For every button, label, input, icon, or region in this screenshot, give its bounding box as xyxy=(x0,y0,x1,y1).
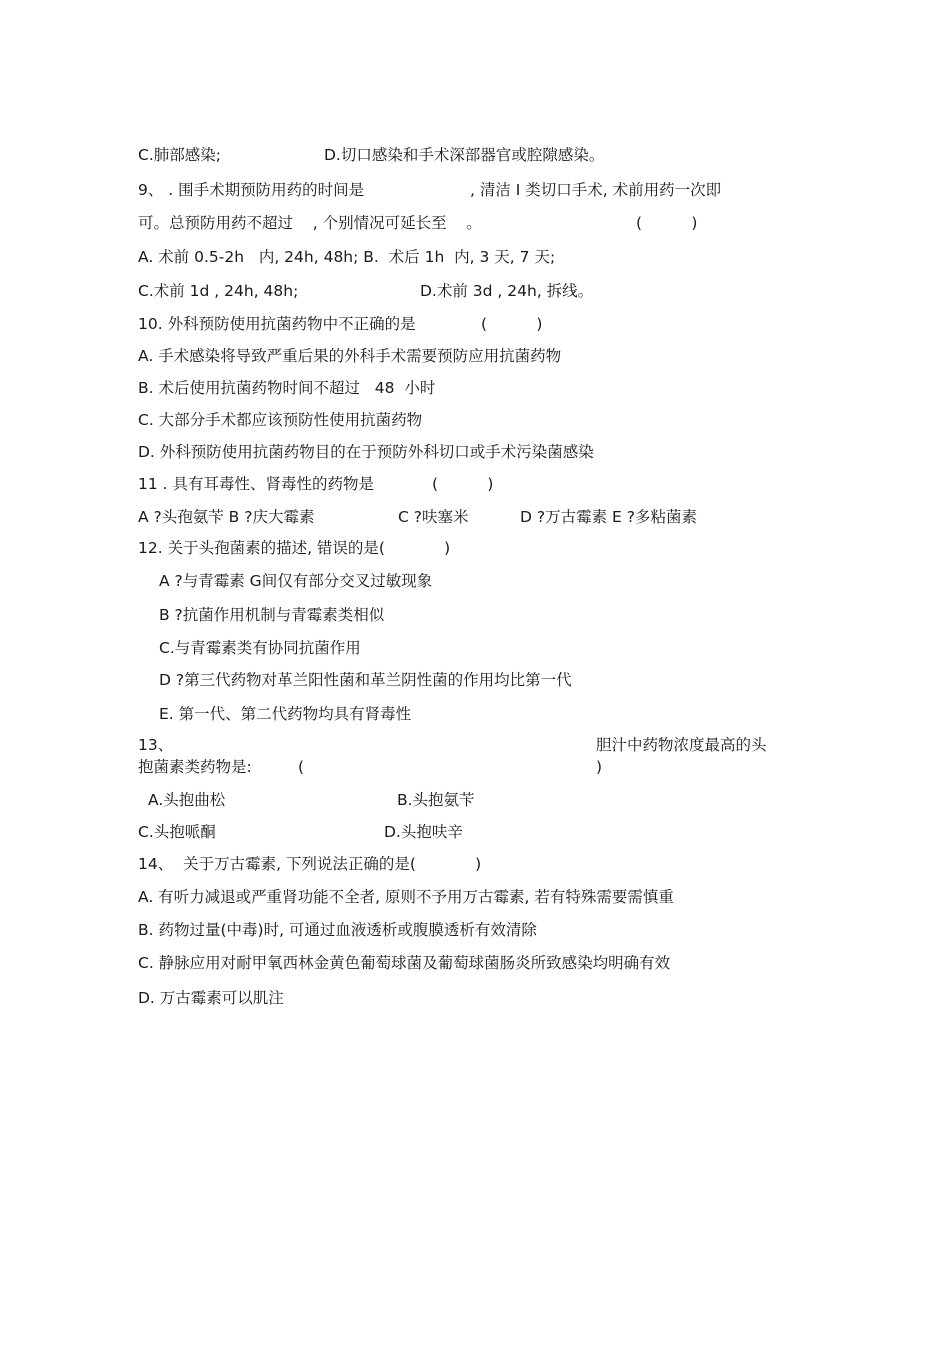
q13-option-b: B.头抱氨苄 xyxy=(397,791,475,809)
q11-option-c: C ?呋塞米 xyxy=(398,508,469,526)
q14-option-a: A. 有听力减退或严重肾功能不全者, 原则不予用万古霉素, 若有特殊需要需慎重 xyxy=(138,888,674,906)
q11-options-ab: A ?头孢氨苄 B ?庆大霉素 xyxy=(138,508,315,526)
q10-stem: 10. 外科预防使用抗菌药物中不正确的是 xyxy=(138,315,416,333)
q13-stem-right: 胆汁中药物浓度最高的头 xyxy=(596,736,767,754)
q10-option-c: C. 大部分手术都应该预防性使用抗菌药物 xyxy=(138,411,423,429)
q10-answer-paren: ( ) xyxy=(481,315,543,333)
q8-option-c: C.肺部感染; xyxy=(138,146,221,164)
q14-option-d: D. 万古霉素可以肌注 xyxy=(138,989,284,1007)
q10-option-b: B. 术后使用抗菌药物时间不超过 48 小时 xyxy=(138,379,436,397)
q13-option-d: D.头抱呋辛 xyxy=(384,823,463,841)
q14-option-c: C. 静脉应用对耐甲氧西林金黄色葡萄球菌及葡萄球菌肠炎所致感染均明确有效 xyxy=(138,954,671,972)
q12-option-a: A ?与青霉素 G间仅有部分交叉过敏现象 xyxy=(159,572,433,590)
q9-stem-cont: , 清洁 Ⅰ 类切口手术, 术前用药一次即 xyxy=(470,181,722,199)
q10-option-a: A. 手术感染将导致严重后果的外科手术需要预防应用抗菌药物 xyxy=(138,347,562,365)
q13-option-c: C.头抱哌酮 xyxy=(138,823,216,841)
q11-options-de: D ?万古霉素 E ?多粘菌素 xyxy=(520,508,697,526)
q12-option-e: E. 第一代、第二代药物均具有肾毒性 xyxy=(159,705,412,723)
q10-option-d: D. 外科预防使用抗菌药物目的在于预防外科切口或手术污染菌感染 xyxy=(138,443,594,461)
q12-stem: 12. 关于头孢菌素的描述, 错误的是( ) xyxy=(138,539,451,557)
q8-option-d: D.切口感染和手术深部器官或腔隙感染。 xyxy=(324,146,605,164)
q11-answer-paren: ( ) xyxy=(432,475,494,493)
q9-option-d: D.术前 3d , 24h, 拆线。 xyxy=(420,282,594,300)
q9-stem-line2: 可。总预防用药不超过 , 个别情况可延长至 。 xyxy=(138,214,482,232)
q13-right-paren: ) xyxy=(596,758,603,776)
q14-option-b: B. 药物过量(中毒)时, 可通过血液透析或腹膜透析有效清除 xyxy=(138,921,537,939)
q9-options-ab: A. 术前 0.5-2h 内, 24h, 48h; B. 术后 1h 内, 3 天, 7 天; xyxy=(138,248,556,266)
q14-stem: 14、 关于万古霉素, 下列说法正确的是( ) xyxy=(138,855,482,873)
q13-option-a: A.头抱曲松 xyxy=(148,791,226,809)
q11-stem: 11 . 具有耳毒性、肾毒性的药物是 xyxy=(138,475,375,493)
q13-left-paren: ( xyxy=(298,758,305,776)
q12-option-b: B ?抗菌作用机制与青霉素类相似 xyxy=(159,606,385,624)
q9-stem: 9、 . 围手术期预防用药的时间是 xyxy=(138,181,365,199)
q13-stem-left: 抱菌素类药物是: xyxy=(138,758,252,776)
q9-option-c: C.术前 1d , 24h, 48h; xyxy=(138,282,299,300)
q9-answer-paren: ( ) xyxy=(636,214,698,232)
q13-number: 13、 xyxy=(138,736,174,754)
q12-option-c: C.与青霉素类有协同抗菌作用 xyxy=(159,639,361,657)
q12-option-d: D ?第三代药物对革兰阳性菌和革兰阴性菌的作用均比第一代 xyxy=(159,671,572,689)
